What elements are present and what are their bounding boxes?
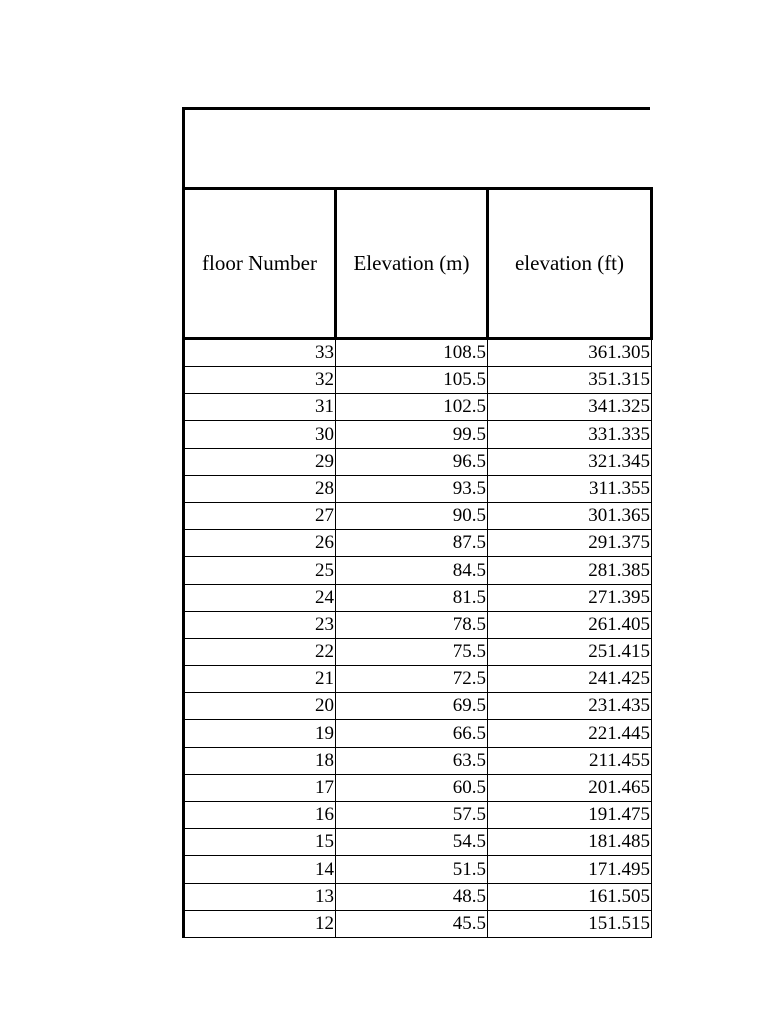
floor-number-cell: 31: [184, 394, 336, 421]
elevation-ft-cell: 351.315: [488, 367, 652, 394]
table-row: [184, 584, 652, 611]
table-row: [184, 367, 652, 394]
elevation-m-cell: 108.5: [336, 339, 488, 367]
table-row: [184, 502, 652, 529]
elevation-m-cell: 66.5: [336, 720, 488, 747]
elevation-m-cell: 78.5: [336, 611, 488, 638]
elevation-m-cell: 87.5: [336, 530, 488, 557]
floor-number-cell: 16: [184, 802, 336, 829]
elevation-ft-cell: 361.305: [488, 339, 652, 367]
floor-number-cell: 23: [184, 611, 336, 638]
elevation-m-cell: 81.5: [336, 584, 488, 611]
elevation-ft-cell: 171.495: [488, 856, 652, 883]
elevation-ft-cell: 231.435: [488, 693, 652, 720]
table-row: [184, 774, 652, 801]
elevation-m-cell: 63.5: [336, 747, 488, 774]
elevation-ft-cell: 251.415: [488, 638, 652, 665]
table-row: [184, 638, 652, 665]
elevation-ft-cell: 311.355: [488, 475, 652, 502]
elevation-ft-cell: 341.325: [488, 394, 652, 421]
elevation-table: [182, 187, 653, 938]
elevation-ft-cell: 331.335: [488, 421, 652, 448]
floor-number-cell: 18: [184, 747, 336, 774]
elevation-m-cell: 90.5: [336, 502, 488, 529]
floor-number-cell: 33: [184, 339, 336, 367]
floor-number-cell: 22: [184, 638, 336, 665]
elevation-ft-cell: 221.445: [488, 720, 652, 747]
floor-number-cell: 25: [184, 557, 336, 584]
table-row: [184, 394, 652, 421]
elevation-ft-cell: 321.345: [488, 448, 652, 475]
table-row: [184, 693, 652, 720]
header-row: [184, 189, 652, 339]
elevation-ft-cell: 201.465: [488, 774, 652, 801]
table-row: [184, 475, 652, 502]
table-row: [184, 666, 652, 693]
table-row: [184, 611, 652, 638]
elevation-m-cell: 102.5: [336, 394, 488, 421]
header-elevation-ft: elevation (ft): [488, 189, 652, 339]
table-body: [184, 339, 652, 938]
elevation-ft-cell: 151.515: [488, 910, 652, 937]
elevation-m-cell: 45.5: [336, 910, 488, 937]
floor-number-cell: 12: [184, 910, 336, 937]
elevation-m-cell: 105.5: [336, 367, 488, 394]
elevation-ft-cell: 291.375: [488, 530, 652, 557]
table-row: [184, 421, 652, 448]
floor-number-cell: 26: [184, 530, 336, 557]
elevation-ft-cell: 281.385: [488, 557, 652, 584]
floor-number-cell: 14: [184, 856, 336, 883]
elevation-ft-cell: 211.455: [488, 747, 652, 774]
table-row: [184, 557, 652, 584]
floor-number-cell: 19: [184, 720, 336, 747]
table-row: [184, 802, 652, 829]
elevation-m-cell: 54.5: [336, 829, 488, 856]
table-row: [184, 910, 652, 937]
elevation-ft-cell: 161.505: [488, 883, 652, 910]
elevation-m-cell: 96.5: [336, 448, 488, 475]
header-elevation-m: Elevation (m): [336, 189, 488, 339]
floor-number-cell: 15: [184, 829, 336, 856]
table-row: [184, 883, 652, 910]
title-cell: [182, 107, 650, 187]
elevation-m-cell: 72.5: [336, 666, 488, 693]
elevation-ft-cell: 261.405: [488, 611, 652, 638]
elevation-m-cell: 99.5: [336, 421, 488, 448]
elevation-m-cell: 57.5: [336, 802, 488, 829]
elevation-m-cell: 93.5: [336, 475, 488, 502]
elevation-m-cell: 60.5: [336, 774, 488, 801]
elevation-m-cell: 84.5: [336, 557, 488, 584]
elevation-m-cell: 75.5: [336, 638, 488, 665]
elevation-ft-cell: 301.365: [488, 502, 652, 529]
elevation-sheet: [182, 107, 650, 938]
floor-number-cell: 13: [184, 883, 336, 910]
table-row: [184, 720, 652, 747]
table-row: [184, 829, 652, 856]
table-row: [184, 856, 652, 883]
floor-number-cell: 29: [184, 448, 336, 475]
floor-number-cell: 21: [184, 666, 336, 693]
table-row: [184, 530, 652, 557]
floor-number-cell: 20: [184, 693, 336, 720]
floor-number-cell: 32: [184, 367, 336, 394]
elevation-ft-cell: 241.425: [488, 666, 652, 693]
header-floor-number: floor Number: [184, 189, 336, 339]
floor-number-cell: 30: [184, 421, 336, 448]
elevation-ft-cell: 271.395: [488, 584, 652, 611]
elevation-m-cell: 69.5: [336, 693, 488, 720]
floor-number-cell: 28: [184, 475, 336, 502]
floor-number-cell: 24: [184, 584, 336, 611]
table-row: [184, 339, 652, 367]
table-row: [184, 448, 652, 475]
elevation-ft-cell: 191.475: [488, 802, 652, 829]
elevation-m-cell: 48.5: [336, 883, 488, 910]
elevation-ft-cell: 181.485: [488, 829, 652, 856]
floor-number-cell: 17: [184, 774, 336, 801]
table-row: [184, 747, 652, 774]
floor-number-cell: 27: [184, 502, 336, 529]
elevation-m-cell: 51.5: [336, 856, 488, 883]
